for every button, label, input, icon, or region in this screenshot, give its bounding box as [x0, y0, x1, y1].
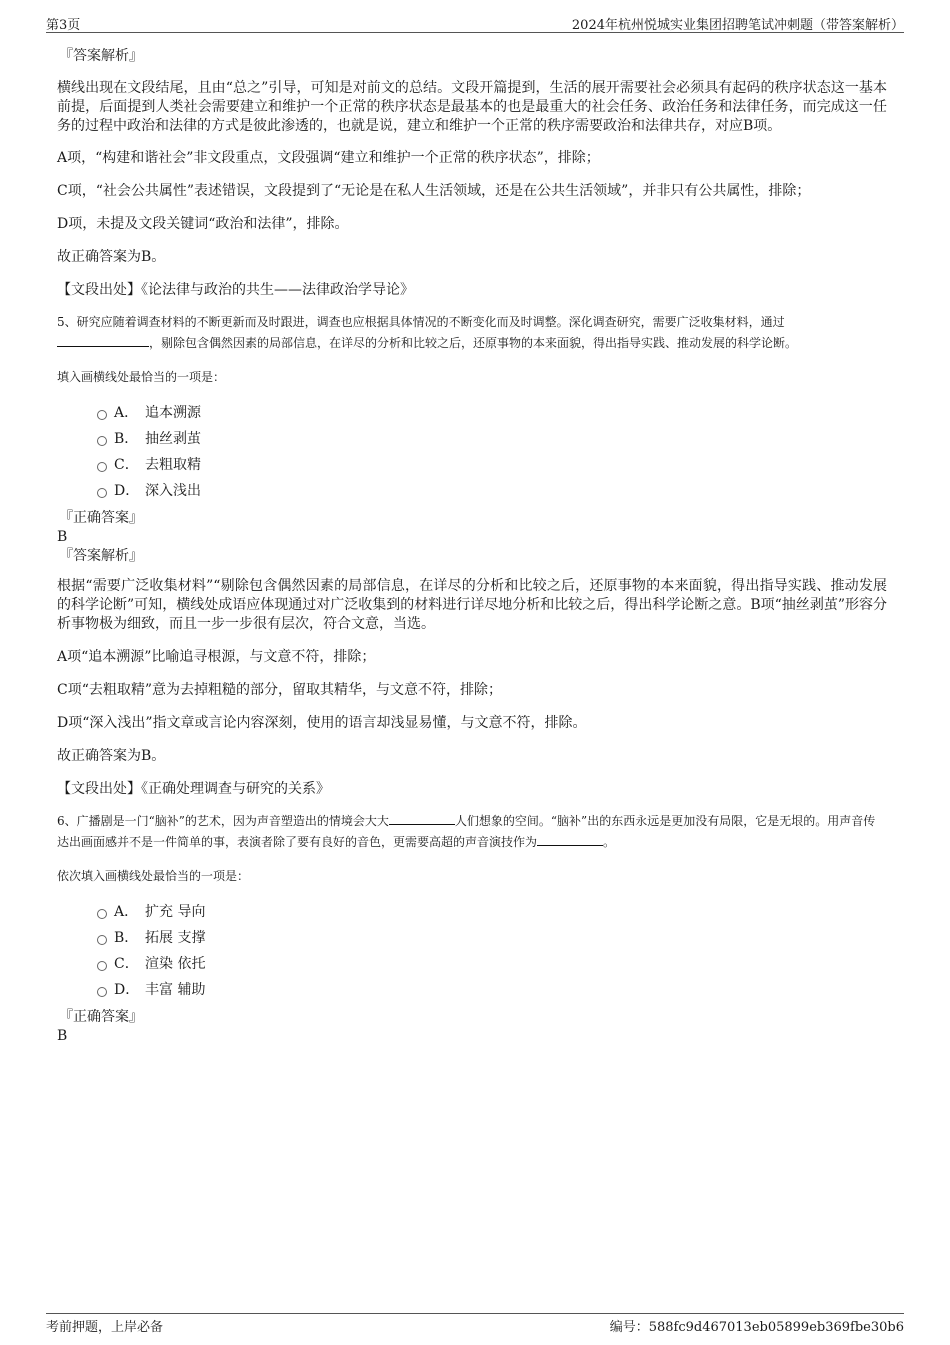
main-content	[57, 46, 887, 1045]
question-6-prompt: 依次填入画横线处最恰当的一项是：	[57, 869, 250, 883]
option-letter: D．	[114, 483, 140, 499]
question-5-part1: 5、研究应随着调查材料的不断更新而及时跟进，调查也应根据具体情况的不断变化而及时调整。深化调查研究，需要广泛收集材料，通过	[57, 315, 785, 329]
option-text: 追本溯源	[145, 405, 201, 421]
option-d-analysis: D项，未提及文段关键词“政治和法律”，排除。	[57, 216, 349, 232]
option-c[interactable]	[57, 452, 887, 478]
option-text: 抽丝剥茧	[145, 431, 201, 447]
conclusion: 故正确答案为B。	[57, 249, 166, 265]
analysis-label: 『答案解析』	[59, 48, 143, 64]
option-a[interactable]	[57, 899, 887, 925]
question-5-text	[57, 312, 887, 354]
fill-blank	[57, 334, 149, 347]
radio-button-icon[interactable]	[97, 961, 107, 971]
option-a-analysis: A项，“构建和谐社会”非文段重点，文段强调“建立和维护一个正常的秩序状态”，排除；	[57, 150, 600, 166]
option-d-analysis: D项“深入浅出”指文章或言论内容深刻，使用的语言却浅显易懂，与文意不符，排除。	[57, 715, 587, 731]
question-6-options	[57, 899, 887, 1003]
question-6-part2: 人们想象的空间。“脑补”出的东西永远是更加没有局限，它是无垠的。用声音传达出画面感并不是一件简单的事，表演者除了要有良好的音色，更需要高超的声音演技作为	[57, 814, 876, 849]
radio-button-icon[interactable]	[97, 909, 107, 919]
option-d[interactable]	[57, 977, 887, 1003]
radio-button-icon[interactable]	[97, 935, 107, 945]
radio-button-icon[interactable]	[97, 488, 107, 498]
question-6-part1: 6、广播剧是一门“脑补”的艺术，因为声音塑造出的情境会大大	[57, 814, 389, 828]
option-a[interactable]	[57, 400, 887, 426]
option-text: 深入浅出	[145, 483, 201, 499]
source-citation: 【文段出处】《正确处理调查与研究的关系》	[57, 781, 330, 797]
analysis-text: 根据“需要广泛收集材料”“剔除包含偶然因素的局部信息，在详尽的分析和比较之后，还原事物的本来面貌，得出指导实践、推动发展的科学论断”可知，横线处成语应体现通过对广泛收集到的材料进行详尽地分析和比较之后，得出科学论断之意。B项“抽丝剥茧”形容分析事物极为细致，而且一步一步很有层次，符合文意，当选。	[57, 578, 887, 632]
question-5-options	[57, 400, 887, 504]
page-number: 第3页	[46, 18, 81, 33]
option-text: 去粗取精	[145, 457, 201, 473]
option-letter: A．	[114, 904, 139, 920]
fill-blank	[537, 833, 603, 846]
analysis-text: 横线出现在文段结尾，且由“总之”引导，可知是对前文的总结。文段开篇提到，生活的展开需要社会必须具有起码的秩序状态这一基本前提，后面提到人类社会需要建立和维护一个正常的秩序状态是最基本的也是最重大的社会任务、政治任务和法律任务，而完成这一任务的过程中政治和法律的方式是彼此渗透的，也就是说，建立和维护一个正常的秩序需要政治和法律共存，对应B项。	[57, 80, 887, 134]
page-footer	[46, 1313, 904, 1334]
radio-button-icon[interactable]	[97, 436, 107, 446]
question-6-text	[57, 811, 887, 853]
option-a-analysis: A项“追本溯源”比喻追寻根源，与文意不符，排除；	[57, 649, 376, 665]
option-text: 扩充 导向	[145, 904, 206, 920]
option-text: 拓展 支撑	[145, 930, 206, 946]
option-d[interactable]	[57, 478, 887, 504]
question-5-prompt: 填入画横线处最恰当的一项是：	[57, 370, 226, 384]
correct-answer-label: 『正确答案』	[59, 510, 143, 526]
radio-button-icon[interactable]	[97, 410, 107, 420]
analysis-label: 『答案解析』	[59, 548, 143, 564]
option-letter: D．	[114, 982, 140, 998]
radio-button-icon[interactable]	[97, 462, 107, 472]
conclusion: 故正确答案为B。	[57, 748, 166, 764]
document-title: 2024年杭州悦城实业集团招聘笔试冲刺题（带答案解析）	[571, 18, 904, 33]
document-code: 编号：588fc9d467013eb05899eb369fbe30b6	[609, 1320, 904, 1335]
fill-blank	[389, 812, 455, 825]
option-c[interactable]	[57, 951, 887, 977]
option-c-analysis: C项，“社会公共属性”表述错误，文段提到了“无论是在私人生活领域，还是在公共生活领域”，并非只有公共属性，排除；	[57, 183, 811, 199]
correct-answer: B	[57, 1028, 68, 1044]
option-letter: A．	[114, 405, 139, 421]
question-6-part3: 。	[603, 835, 616, 849]
option-letter: C．	[114, 956, 139, 972]
option-b[interactable]	[57, 925, 887, 951]
option-letter: B．	[114, 431, 139, 447]
option-letter: C．	[114, 457, 139, 473]
option-text: 丰富 辅助	[145, 982, 206, 998]
correct-answer-label: 『正确答案』	[59, 1009, 143, 1025]
question-5-part2: ，剔除包含偶然因素的局部信息，在详尽的分析和比较之后，还原事物的本来面貌，得出指导实践、推动发展的科学论断。	[149, 336, 798, 350]
source-citation: 【文段出处】《论法律与政治的共生——法律政治学导论》	[57, 282, 414, 298]
option-c-analysis: C项“去粗取精”意为去掉粗糙的部分，留取其精华，与文意不符，排除；	[57, 682, 503, 698]
radio-button-icon[interactable]	[97, 987, 107, 997]
option-b[interactable]	[57, 426, 887, 452]
page-header	[46, 14, 904, 33]
correct-answer: B	[57, 529, 68, 545]
option-letter: B．	[114, 930, 139, 946]
footer-slogan: 考前押题，上岸必备	[46, 1320, 164, 1335]
option-text: 渲染 依托	[145, 956, 206, 972]
